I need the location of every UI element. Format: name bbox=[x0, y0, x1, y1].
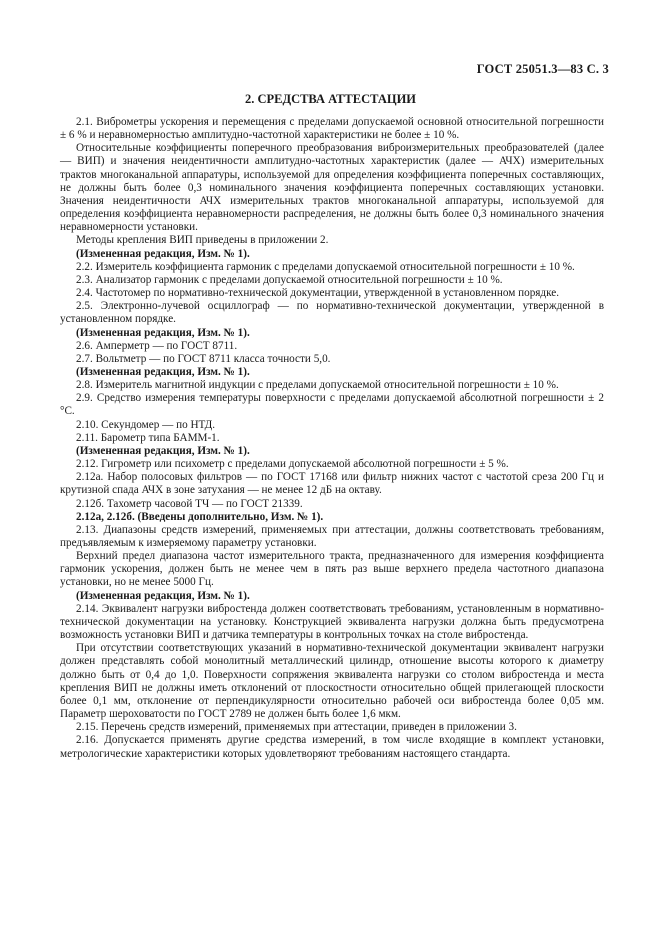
paragraph: 2.5. Электронно-лучевой осциллограф — по нормативно-технической документации, утвержденной в установленном порядке. bbox=[60, 300, 604, 326]
paragraph: Относительные коэффициенты поперечного преобразования виброизмерительных преобразователей (далее — ВИП) и значения неидентичности амплитудно-частотных характеристик (далее — АЧХ) измерительных трактов многоканальной аппаратуры, используемой для определения коэффициента поперечных составляющих, не должны быть более 0,3 номинального значения коэффициента поперечных составляющих установки. Значения неидентичности АЧХ измерительных трактов многоканальной аппаратуры, используемой для определения коэффициента неравномерности распределения, не должны быть более 0,3 номинального значения неравномерности установки. bbox=[60, 142, 604, 234]
paragraph: 2.12б. Тахометр часовой ТЧ — по ГОСТ 21339. bbox=[76, 497, 303, 510]
paragraph: Методы крепления ВИП приведены в приложении 2. bbox=[76, 234, 329, 247]
paragraph: 2.6. Амперметр — по ГОСТ 8711. bbox=[76, 339, 238, 352]
amendment-note: (Измененная редакция, Изм. № 1). bbox=[76, 365, 250, 378]
paragraph: 2.4. Частотомер по нормативно-технической документации, утвержденной в установленном порядке. bbox=[76, 287, 560, 300]
paragraph: 2.14. Эквивалент нагрузки вибростенда должен соответствовать требованиям, установленным в нормативно-технической документации на установку. Конструкцией эквивалента нагрузки должна быть предусмотрена возможность установки ВИП и датчика температуры в контрольных точках на столе вибростенда. bbox=[60, 602, 604, 642]
paragraph: 2.15. Перечень средств измерений, применяемых при аттестации, приведен в приложении 3. bbox=[76, 721, 517, 734]
paragraph: 2.8. Измеритель магнитной индукции с пределами допускаемой относительной погрешности ± 10 %. bbox=[76, 379, 559, 392]
amendment-note: 2.12а, 2.12б. (Введены дополнительно, Изм. № 1). bbox=[76, 510, 324, 523]
paragraph: 2.13. Диапазоны средств измерений, применяемых при аттестации, должны соответствовать требованиям, предъявляемым к измеряемому параметру установки. bbox=[60, 523, 604, 549]
amendment-note: (Измененная редакция, Изм. № 1). bbox=[76, 444, 250, 457]
paragraph: При отсутствии соответствующих указаний в нормативно-технической документации эквивалент нагрузки должен представлять собой монолитный металлический цилиндр, отношение высоты которого к диаметру должно быть от 0,4 до 1,0. Поверхности сопряжения эквивалента нагрузки со столом вибростенда и места крепления ВИП не должны иметь отклонений от плоскостности относительно общей прилегающей плоскости более 0,1 мм, отклонение от перпендикулярности относительно рабочей оси вибростенда более 0,05 мм. Параметр шероховатости по ГОСТ 2789 не должен быть более 1,6 мкм. bbox=[60, 642, 604, 721]
document-body bbox=[60, 116, 604, 761]
amendment-note: (Измененная редакция, Изм. № 1). bbox=[76, 247, 250, 260]
paragraph: 2.16. Допускается применять другие средства измерений, в том числе входящие в комплект установки, метрологические характеристики которых удовлетворяют требованиям настоящего стандарта. bbox=[60, 734, 604, 760]
paragraph: 2.1. Виброметры ускорения и перемещения с пределами допускаемой основной относительной погрешности ± 6 % и неравномерностью амплитудно-частотной характеристики не более ± 10 %. bbox=[60, 116, 604, 142]
paragraph: 2.9. Средство измерения температуры поверхности с пределами допускаемой абсолютной погрешности ± 2 °С. bbox=[60, 392, 604, 418]
amendment-note: (Измененная редакция, Изм. № 1). bbox=[76, 589, 250, 602]
amendment-note: (Измененная редакция, Изм. № 1). bbox=[76, 326, 250, 339]
paragraph: 2.11. Барометр типа БАММ-1. bbox=[76, 431, 220, 444]
page-header: ГОСТ 25051.3—83 С. 3 bbox=[476, 62, 609, 76]
section-title: 2. СРЕДСТВА АТТЕСТАЦИИ bbox=[244, 92, 417, 106]
paragraph: 2.12. Гигрометр или психометр с пределами допускаемой абсолютной погрешности ± 5 %. bbox=[76, 458, 509, 471]
paragraph: 2.12а. Набор полосовых фильтров — по ГОСТ 17168 или фильтр нижних частот с частотой среза 200 Гц и крутизной спада АЧХ в зоне затухания — не менее 12 дБ на октаву. bbox=[60, 471, 604, 497]
paragraph: 2.2. Измеритель коэффициента гармоник с пределами допускаемой относительной погрешности ± 10 %. bbox=[76, 260, 575, 273]
paragraph: 2.10. Секундомер — по НТД. bbox=[76, 418, 216, 431]
paragraph: 2.7. Вольтметр — по ГОСТ 8711 класса точности 5,0. bbox=[76, 352, 331, 365]
paragraph: 2.3. Анализатор гармоник с пределами допускаемой относительной погрешности ± 10 %. bbox=[76, 273, 503, 286]
paragraph: Верхний предел диапазона частот измерительного тракта, предназначенного для измерения коэффициента гармоник ускорения, должен быть не менее чем в пять раз выше верхнего предела частотного диапазона установки, но не менее 5000 Гц. bbox=[60, 550, 604, 589]
